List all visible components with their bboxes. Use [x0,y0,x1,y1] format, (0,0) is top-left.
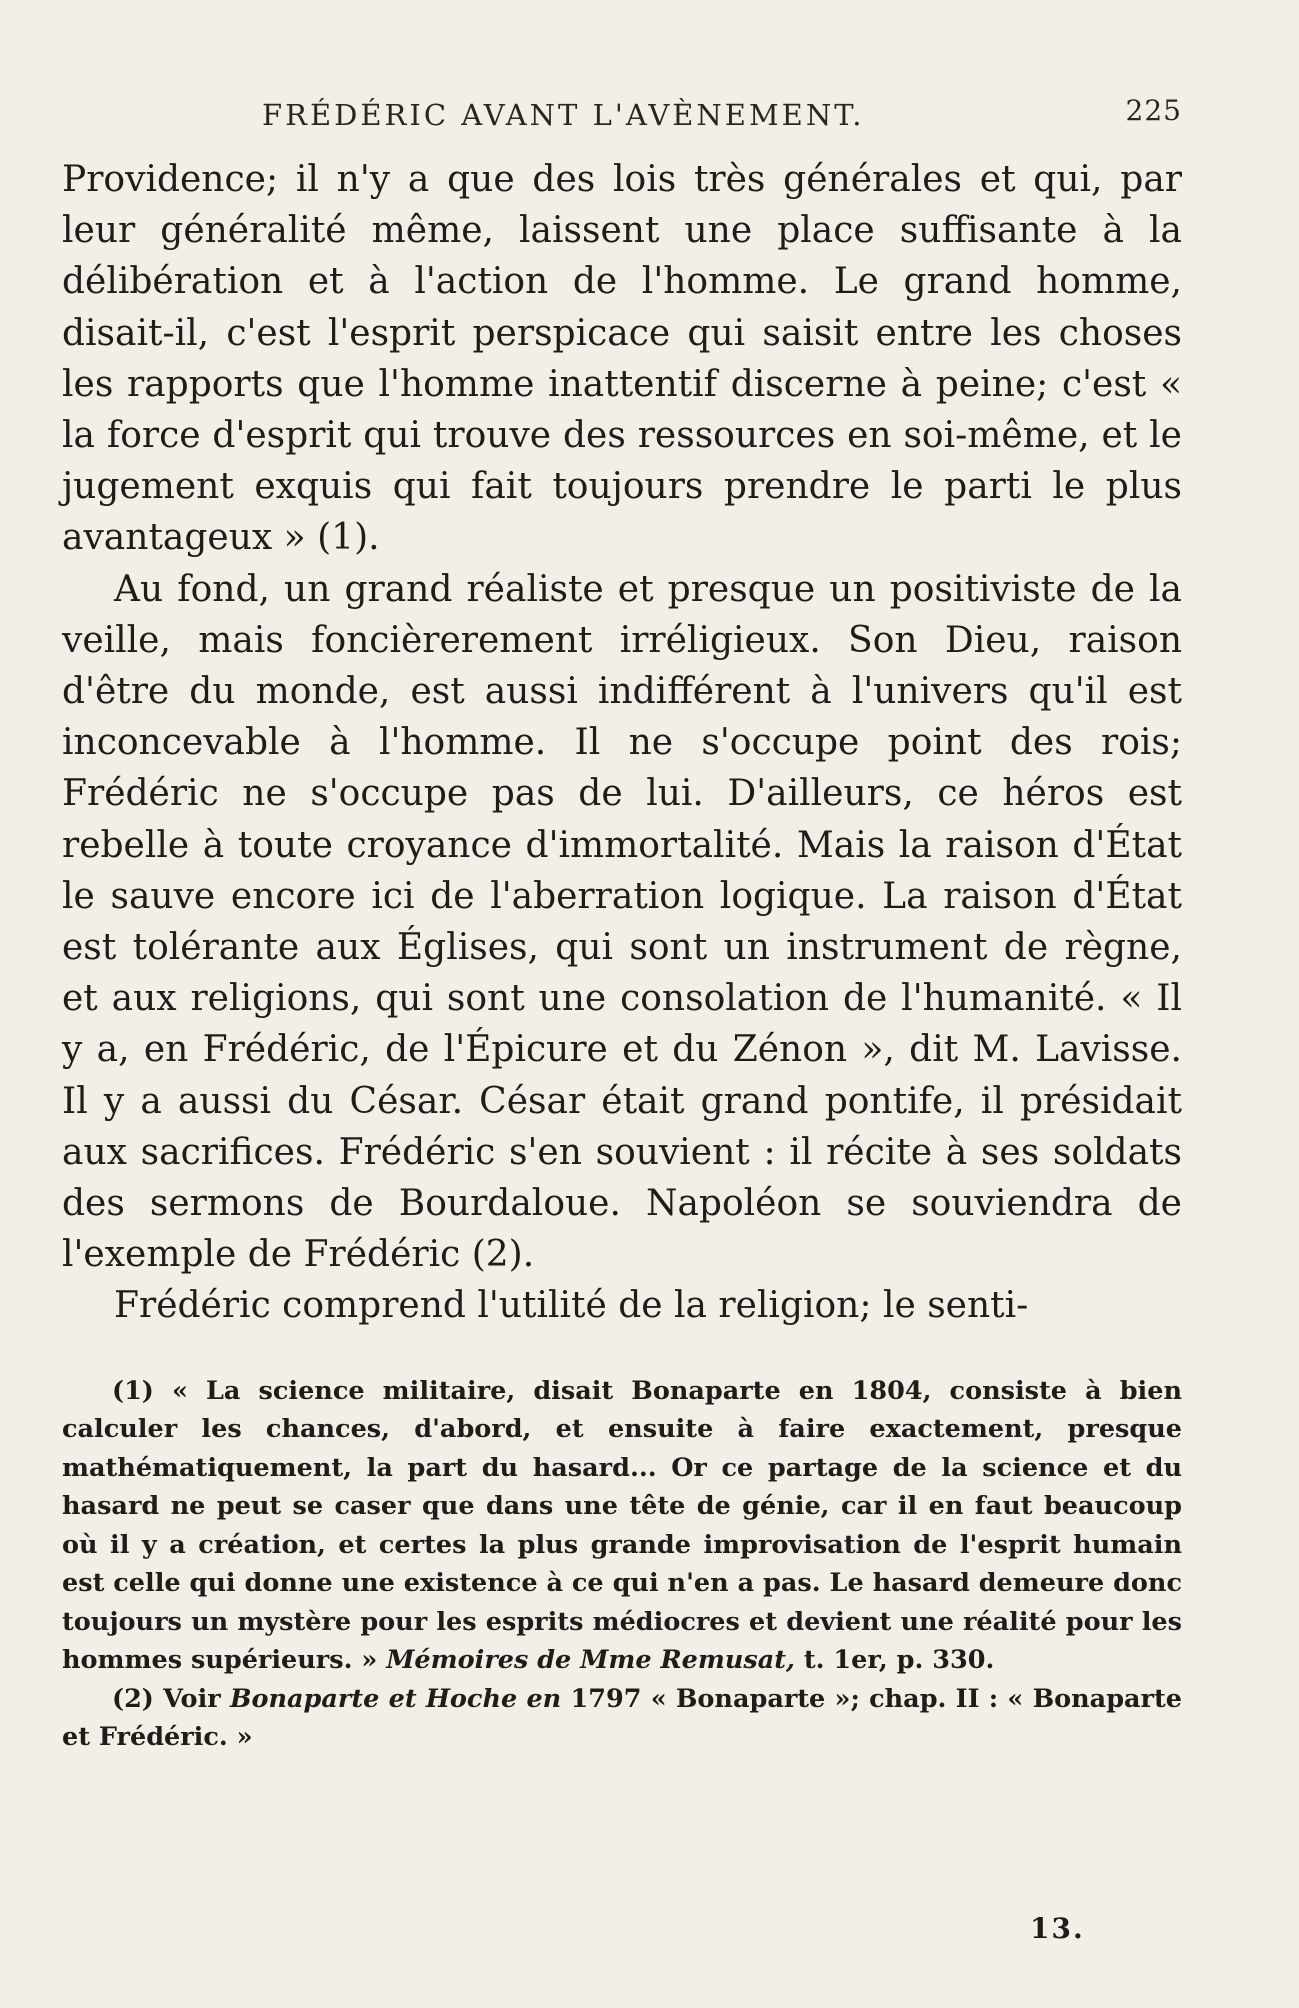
book-page [62,92,1182,1972]
footnotes [62,1372,1182,1757]
footnote-2 [62,1680,1182,1757]
main-text [62,154,1182,1332]
footnote-2-book-title: Bonaparte et Hoche en [229,1683,562,1714]
paragraph-1: Providence; il n'y a que des lois très générales et qui, par leur généralité même, laissent une place suffisante à la délibération et à l'action de l'homme. Le grand homme, disait-il, c'est l'esprit perspicace qui saisit entre les choses les rapports que l'homme inattentif discerne à peine; c'est « la force d'esprit qui trouve des ressources en soi-même, et le jugement exquis qui fait toujours prendre le parti le plus avantageux » (1). [62,159,1182,559]
footnote-1-text: (1) « La science militaire, disait Bonaparte en 1804, consiste à bien calculer les chances, d'abord, et ensuite à faire exactement, presque mathématiquement, la part du hasard... Or ce partage de la science et du hasard ne peut se caser que dans une tête de génie, car il en faut beaucoup où il y a création, et certes la plus grande improvisation de l'esprit humain est celle qui donne une existence à ce qui n'en a pas. Le hasard demeure donc toujours un mystère pour les esprits médiocres et devient une réalité pour les hommes supérieurs. » [62,1375,1182,1676]
footnote-1-source-ref: t. 1er, p. 330. [803,1645,995,1676]
paragraph-3: Frédéric comprend l'utilité de la religion; le senti- [114,1285,1029,1327]
running-head [62,92,1182,136]
footnote-1 [62,1372,1182,1680]
footnote-2-rest: 1797 « Bonaparte »; chap. II : « Bonaparte et Frédéric. » [62,1683,1182,1753]
footnote-2-prefix: (2) Voir [112,1683,221,1714]
running-title: FRÉDÉRIC AVANT L'AVÈNEMENT. [262,98,865,132]
signature-mark: 13. [1030,1912,1085,1945]
paragraph-2: Au fond, un grand réaliste et presque un positiviste de la veille, mais foncièrerement irréligieux. Son Dieu, raison d'être du monde, est aussi indifférent à l'univers qu'il est inconcevable à l'homme. Il ne s'occupe point des rois; Frédéric ne s'occupe pas de lui. D'ailleurs, ce héros est rebelle à toute croyance d'immortalité. Mais la raison d'État le sauve encore ici de l'aberration logique. La raison d'État est tolérante aux Églises, qui sont un instrument de règne, et aux religions, qui sont une consolation de l'humanité. « Il y a, en Frédéric, de l'Épicure et du Zénon », dit M. Lavisse. Il y a aussi du César. César était grand pontife, il présidait aux sacrifices. Frédéric s'en souvient : il récite à ses soldats des sermons de Bourdaloue. Napoléon se souviendra de l'exemple de Frédéric (2). [62,568,1182,1276]
footnote-1-source-title: Mémoires de Mme Remusat, [386,1645,795,1676]
page-number: 225 [1125,94,1182,127]
